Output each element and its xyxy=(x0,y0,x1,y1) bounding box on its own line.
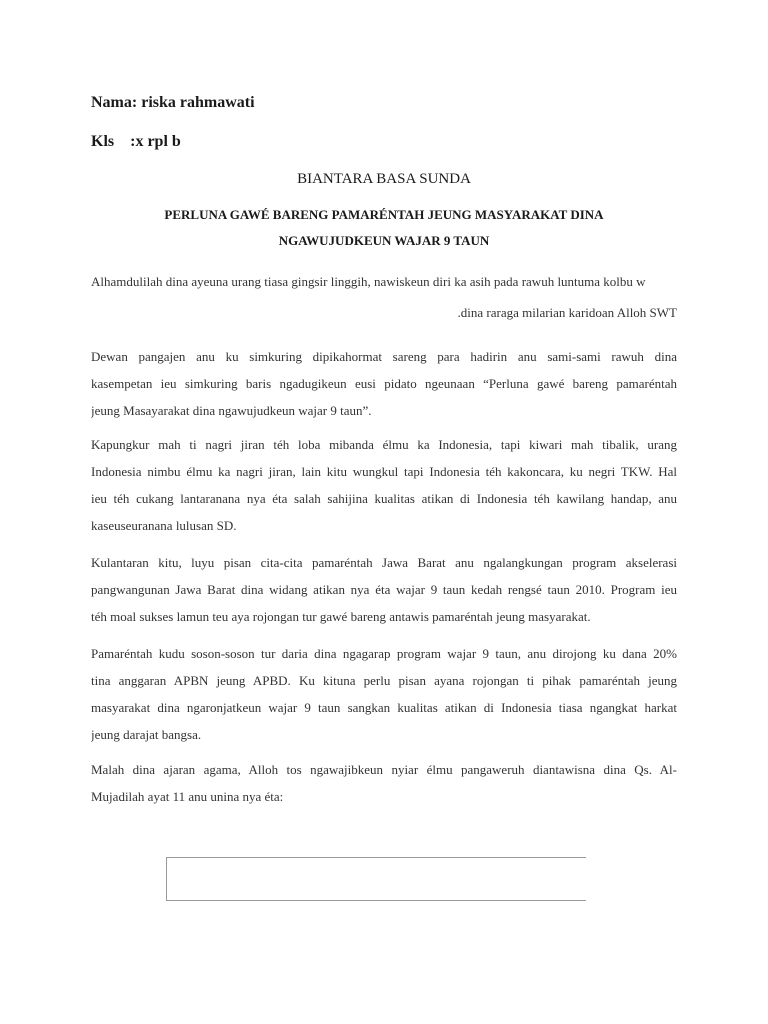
paragraph-line: jeung darajat bangsa. xyxy=(91,727,202,742)
paragraph-greeting xyxy=(91,343,677,424)
paragraph-line: Malah dina ajaran agama, Alloh tos ngawajibkeun nyiar élmu pangaweruh diantawisna dina Qs. Al- xyxy=(91,762,677,777)
paragraph-line: Kapungkur mah ti nagri jiran téh loba mibanda élmu ka Indonesia, tapi kiwari mah tibalik, urang xyxy=(91,437,677,452)
paragraph-line: téh moal sukses lamun teu aya rojongan tur gawé bareng antawis pamaréntah jeung masyarakat. xyxy=(91,609,591,624)
paragraph-program xyxy=(91,549,677,630)
paragraph-line: kasempetan ieu simkuring baris ngadugikeun eusi pidato ngeunaan “Perluna gawé bareng pamaréntah xyxy=(91,376,677,391)
document-subtitle-line-2: NGAWUJUDKEUN WAJAR 9 TAUN xyxy=(278,233,490,248)
paragraph-opening xyxy=(91,268,677,326)
quote-box xyxy=(166,857,586,901)
paragraph-religion xyxy=(91,756,677,810)
paragraph-line: Dewan pangajen anu ku simkuring dipikahormat sareng para hadirin anu sami-sami rawuh dina xyxy=(91,349,677,364)
paragraph-line: .dina raraga milarian karidoan Alloh SWT xyxy=(457,305,677,320)
paragraph-line: Pamaréntah kudu soson-soson tur daria dina ngagarap program wajar 9 taun, anu dirojong ku dana 20% xyxy=(91,646,677,661)
paragraph-government xyxy=(91,640,677,748)
paragraph-line: masyarakat dina ngaronjatkeun wajar 9 taun sangkan kualitas atikan di Indonesia tiasa ngangkat harkat xyxy=(91,700,677,715)
student-class: Kls :x rpl b xyxy=(91,133,181,150)
paragraph-line: jeung Masayarakat dina ngawujudkeun wajar 9 taun”. xyxy=(91,403,372,418)
document-subtitle-line-1: PERLUNA GAWÉ BARENG PAMARÉNTAH JEUNG MASYARAKAT DINA xyxy=(164,207,604,222)
paragraph-line: tina anggaran APBN jeung APBD. Ku kituna perlu pisan ayana rojongan ti pihak pamaréntah jeung xyxy=(91,673,677,688)
paragraph-background xyxy=(91,431,677,539)
paragraph-line: Mujadilah ayat 11 anu unina nya éta: xyxy=(91,789,284,804)
document-title: BIANTARA BASA SUNDA xyxy=(297,171,471,187)
paragraph-line: pangwangunan Jawa Barat dina widang atikan nya éta wajar 9 taun kedah rengsé taun 2010. Program ieu xyxy=(91,582,677,597)
paragraph-line: Indonesia nimbu élmu ka nagri jiran, lain kitu wungkul tapi Indonesia téh kakoncara, ku negri TKW. Hal xyxy=(91,464,677,479)
paragraph-line: Alhamdulilah dina ayeuna urang tiasa gingsir linggih, nawiskeun diri ka asih pada rawuh luntuma kolbu w xyxy=(91,274,646,289)
paragraph-line: kaseuseuranana lulusan SD. xyxy=(91,518,237,533)
paragraph-line: Kulantaran kitu, luyu pisan cita-cita pamaréntah Jawa Barat anu ngalangkungan program akselerasi xyxy=(91,555,677,570)
paragraph-line: ieu téh cukang lantaranana nya éta salah sahijina kualitas atikan di Indonesia téh kawilang handap, anu xyxy=(91,491,677,506)
student-name: Nama: riska rahmawati xyxy=(91,94,255,111)
